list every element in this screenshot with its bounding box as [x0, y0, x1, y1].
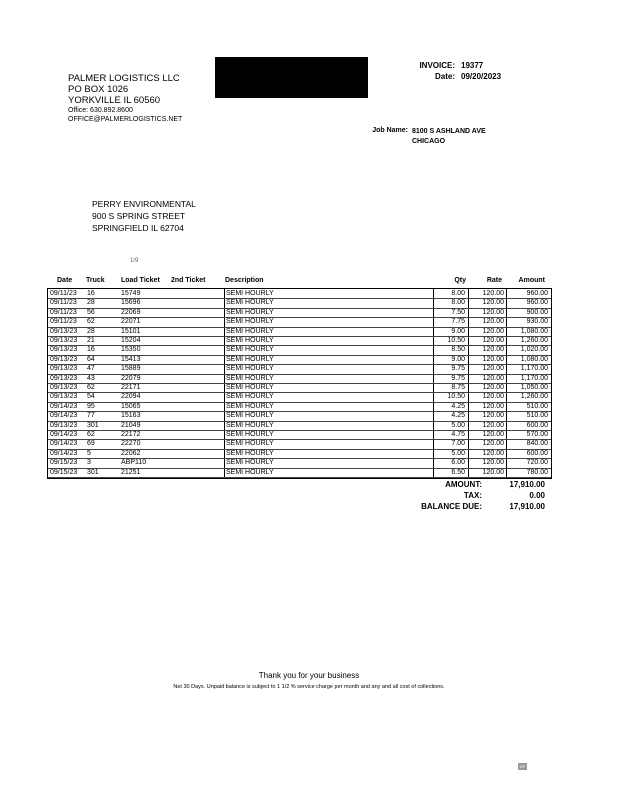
cell-description: SEMI HOURLY — [226, 384, 274, 391]
cell-amount: 1,170.00 — [520, 374, 548, 382]
cell-truck: 69 — [87, 440, 95, 448]
cell-truck: 301 — [87, 468, 99, 476]
cell-truck: 62 — [87, 318, 95, 326]
cell-amount: 960.00 — [526, 290, 548, 297]
cell-rate: 120.00 — [482, 327, 504, 335]
balance-due-value: 17,910.00 — [509, 502, 545, 511]
cell-date: 09/13/23 — [50, 346, 78, 354]
cell-load-ticket: ABP110 — [121, 459, 147, 467]
cell-amount: 780.00 — [526, 468, 548, 476]
header-qty: Qty — [454, 277, 466, 284]
cell-load-ticket: 21049 — [121, 421, 141, 429]
cell-description: SEMI HOURLY — [226, 355, 274, 363]
cell-qty: 7.50 — [451, 308, 465, 316]
cell-rate: 120.00 — [482, 337, 504, 344]
company-po-box: PO BOX 1026 — [68, 84, 129, 95]
cell-date: 09/15/23 — [50, 468, 78, 476]
header-date: Date — [57, 277, 73, 284]
cell-load-ticket: 22071 — [121, 318, 141, 326]
cell-rate: 120.00 — [482, 431, 504, 438]
cell-load-ticket: 22172 — [121, 431, 141, 438]
cell-load-ticket: 22062 — [121, 449, 141, 457]
cell-load-ticket: 21251 — [121, 468, 141, 476]
cell-description: SEMI HOURLY — [226, 421, 274, 429]
cell-load-ticket: 15413 — [121, 355, 141, 363]
cell-amount: 960.00 — [526, 299, 548, 307]
company-city: YORKVILLE IL 60560 — [68, 95, 161, 106]
cell-description: SEMI HOURLY — [226, 290, 274, 297]
job-city: CHICAGO — [412, 138, 446, 145]
cell-qty: 4.75 — [451, 431, 465, 438]
cell-load-ticket: 15163 — [121, 412, 141, 420]
cell-rate: 120.00 — [482, 384, 504, 391]
cell-description: SEMI HOURLY — [226, 337, 274, 344]
cell-date: 09/14/23 — [50, 412, 78, 420]
payment-terms: Net 30 Days. Unpaid balance is subject to 1 1/2 % service charge per month and any and all cost of collections. — [173, 684, 445, 690]
cell-rate: 120.00 — [482, 459, 504, 467]
cell-date: 09/11/23 — [50, 318, 77, 326]
cell-rate: 120.00 — [482, 374, 504, 382]
header-amount: Amount — [518, 277, 545, 284]
company-office-phone: Office: 630.892.8600 — [68, 107, 133, 114]
tax-label: TAX: — [463, 491, 482, 500]
cell-load-ticket: 15749 — [121, 290, 141, 297]
cell-rate: 120.00 — [482, 290, 504, 297]
cell-qty: 8.00 — [451, 290, 465, 297]
cell-qty: 9.75 — [451, 374, 465, 382]
redacted-logo-block — [215, 57, 368, 98]
cell-rate: 120.00 — [482, 421, 504, 429]
cell-truck: 301 — [87, 421, 99, 429]
cell-qty: 6.00 — [451, 459, 465, 467]
cell-truck: 95 — [87, 402, 95, 410]
cell-date: 09/14/23 — [50, 402, 78, 410]
cell-load-ticket: 15204 — [121, 337, 141, 344]
cell-qty: 10.50 — [447, 393, 465, 401]
company-block — [68, 73, 182, 124]
cell-load-ticket: 15696 — [121, 299, 141, 307]
cell-qty: 9.75 — [451, 365, 465, 373]
cell-truck: 28 — [87, 327, 95, 335]
cell-rate: 120.00 — [482, 393, 504, 401]
header-truck: Truck — [86, 277, 105, 284]
cell-truck: 62 — [87, 384, 95, 391]
cell-date: 09/13/23 — [50, 384, 78, 391]
invoice-labels — [395, 60, 455, 82]
cell-description: SEMI HOURLY — [226, 393, 274, 401]
cell-load-ticket: 15350 — [121, 346, 141, 354]
bill-to-street: 900 S SPRING STREET — [92, 211, 186, 221]
cell-description: SEMI HOURLY — [226, 374, 274, 382]
cell-qty: 6.50 — [451, 468, 465, 476]
cell-description: SEMI HOURLY — [226, 402, 274, 410]
cell-date: 09/11/23 — [50, 290, 77, 297]
cell-rate: 120.00 — [482, 308, 504, 316]
cell-amount: 930.00 — [526, 318, 548, 326]
invoice-date: 09/20/2023 — [461, 72, 502, 81]
cell-amount: 1,020.00 — [520, 346, 548, 354]
cell-qty: 9.00 — [451, 327, 465, 335]
cell-truck: 47 — [87, 365, 95, 373]
cell-qty: 7.75 — [451, 318, 465, 326]
cell-amount: 1,080.00 — [520, 355, 548, 363]
cell-amount: 840.00 — [526, 440, 548, 448]
cell-date: 09/13/23 — [50, 355, 78, 363]
job-name-block — [412, 127, 486, 147]
invoice-date-label: Date: — [434, 72, 455, 81]
cell-date: 09/13/23 — [50, 337, 78, 344]
header-load-ticket: Load Ticket — [121, 277, 160, 284]
cell-load-ticket: 22270 — [121, 440, 141, 448]
cell-amount: 900.00 — [526, 308, 548, 316]
amount-value: 17,910.00 — [509, 480, 545, 489]
cell-description: SEMI HOURLY — [226, 468, 274, 476]
cell-date: 09/14/23 — [50, 440, 78, 448]
cell-date: 09/13/23 — [50, 393, 78, 401]
cell-date: 09/13/23 — [50, 365, 78, 373]
cell-load-ticket: 22094 — [121, 393, 141, 401]
cell-description: SEMI HOURLY — [226, 449, 274, 457]
cell-amount: 600.00 — [526, 421, 548, 429]
cell-qty: 8.00 — [451, 299, 465, 307]
cell-truck: 77 — [87, 412, 95, 420]
cell-load-ticket: 15889 — [121, 365, 141, 373]
cell-truck: 16 — [87, 346, 95, 354]
cell-date: 09/15/23 — [50, 459, 78, 467]
cell-description: SEMI HOURLY — [226, 327, 274, 335]
cell-load-ticket: 22069 — [121, 308, 141, 316]
cell-date: 09/13/23 — [50, 374, 78, 382]
invoice-number-label: INVOICE: — [419, 61, 455, 70]
bill-to-block — [92, 198, 196, 234]
cell-description: SEMI HOURLY — [226, 308, 274, 316]
cell-load-ticket: 22079 — [121, 374, 141, 382]
tax-value: 0.00 — [529, 491, 545, 500]
balance-due-label: BALANCE DUE: — [421, 502, 482, 511]
cell-truck: 54 — [87, 393, 95, 401]
bill-to-city: SPRINGFIELD IL 62704 — [92, 223, 184, 233]
page-mark: GP — [519, 764, 526, 769]
cell-qty: 10.50 — [447, 337, 465, 344]
cell-rate: 120.00 — [482, 365, 504, 373]
cell-load-ticket: 15065 — [121, 402, 141, 410]
cell-rate: 120.00 — [482, 449, 504, 457]
cell-date: 09/11/23 — [50, 308, 77, 316]
cell-amount: 510.00 — [526, 412, 548, 420]
cell-qty: 4.25 — [451, 412, 465, 420]
cell-rate: 120.00 — [482, 299, 504, 307]
company-email: OFFICE@PALMERLOGISTICS.NET — [68, 116, 183, 123]
cell-truck: 62 — [87, 431, 95, 438]
cell-description: SEMI HOURLY — [226, 440, 274, 448]
cell-qty: 9.00 — [451, 355, 465, 363]
line-items-table — [47, 288, 552, 479]
amount-label: AMOUNT: — [445, 480, 482, 489]
cell-rate: 120.00 — [482, 440, 504, 448]
header-rate: Rate — [486, 277, 502, 284]
invoice-values — [461, 60, 501, 82]
cell-qty: 7.00 — [451, 440, 465, 448]
cell-truck: 64 — [87, 355, 95, 363]
cell-qty: 4.25 — [451, 402, 465, 410]
header-second-ticket: 2nd Ticket — [171, 277, 206, 284]
invoice-number: 19377 — [461, 61, 484, 70]
cell-amount: 1,050.00 — [520, 384, 548, 391]
cell-rate: 120.00 — [482, 402, 504, 410]
thank-you-note: Thank you for your business — [258, 671, 360, 680]
cell-amount: 570.00 — [526, 431, 548, 438]
cell-truck: 56 — [87, 308, 95, 316]
cell-date: 09/11/23 — [50, 299, 77, 307]
cell-description: SEMI HOURLY — [226, 346, 274, 354]
cell-date: 09/13/23 — [50, 421, 78, 429]
cell-date: 09/14/23 — [50, 431, 78, 438]
cell-rate: 120.00 — [482, 318, 504, 326]
cell-truck: 43 — [87, 374, 95, 382]
cell-amount: 510.00 — [526, 402, 548, 410]
cell-description: SEMI HOURLY — [226, 431, 274, 438]
table-row — [48, 468, 551, 478]
cell-truck: 28 — [87, 299, 95, 307]
stray-mark: 1/9 — [130, 258, 139, 264]
cell-description: SEMI HOURLY — [226, 365, 274, 373]
cell-rate: 120.00 — [482, 346, 504, 354]
cell-truck: 21 — [87, 337, 95, 344]
cell-qty: 5.00 — [451, 449, 465, 457]
cell-rate: 120.00 — [482, 355, 504, 363]
company-name: PALMER LOGISTICS LLC — [68, 73, 180, 84]
cell-qty: 8.75 — [451, 384, 465, 391]
cell-description: SEMI HOURLY — [226, 459, 274, 467]
cell-amount: 600.00 — [526, 449, 548, 457]
cell-rate: 120.00 — [482, 468, 504, 476]
cell-description: SEMI HOURLY — [226, 412, 274, 420]
job-address: 8100 S ASHLAND AVE — [412, 128, 486, 135]
cell-description: SEMI HOURLY — [226, 318, 274, 326]
cell-description: SEMI HOURLY — [226, 299, 274, 307]
cell-qty: 5.00 — [451, 421, 465, 429]
cell-truck: 3 — [87, 459, 91, 467]
job-name-label: Job Name: — [372, 127, 408, 134]
cell-load-ticket: 22171 — [121, 384, 141, 391]
cell-date: 09/14/23 — [50, 449, 78, 457]
cell-amount: 1,260.00 — [520, 393, 548, 401]
cell-date: 09/13/23 — [50, 327, 78, 335]
header-description: Description — [225, 277, 264, 284]
cell-qty: 8.50 — [451, 346, 465, 354]
bill-to-name: PERRY ENVIRONMENTAL — [92, 199, 196, 209]
cell-rate: 120.00 — [482, 412, 504, 420]
cell-truck: 16 — [87, 290, 95, 297]
cell-amount: 1,260.00 — [520, 337, 548, 344]
cell-load-ticket: 15101 — [121, 327, 141, 335]
cell-amount: 1,080.00 — [520, 327, 548, 335]
cell-truck: 5 — [87, 449, 91, 457]
cell-amount: 1,170.00 — [520, 365, 548, 373]
cell-amount: 720.00 — [526, 459, 548, 467]
